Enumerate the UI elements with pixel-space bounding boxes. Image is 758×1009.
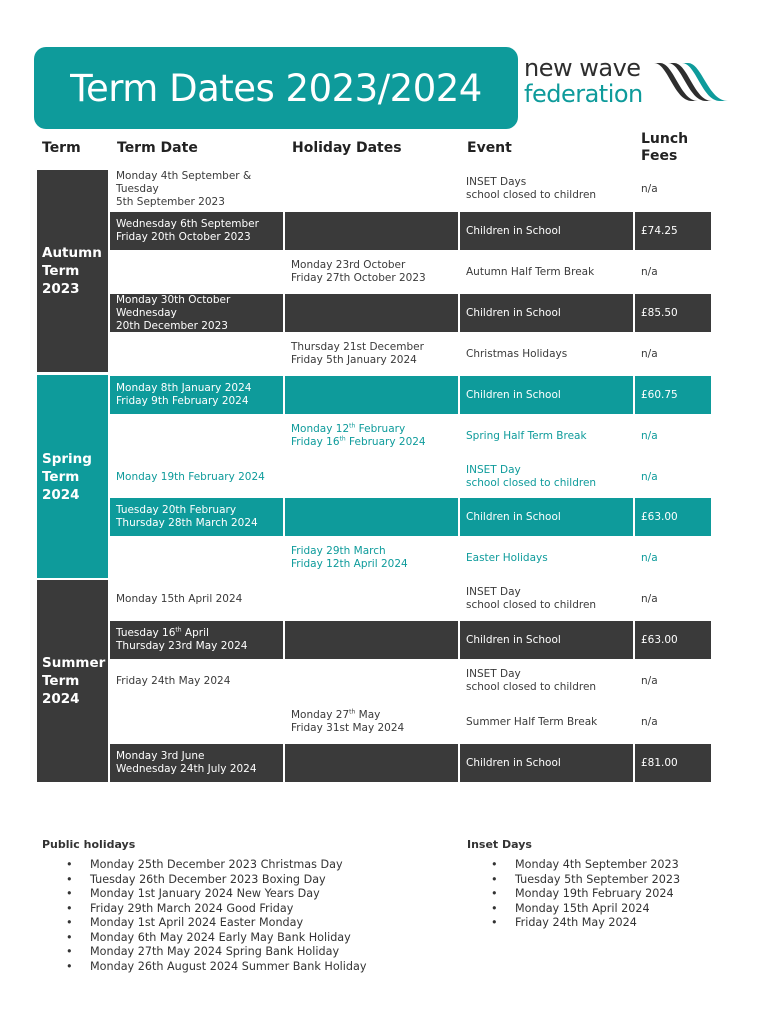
table-row: [110, 376, 711, 414]
holiday-cell: [285, 294, 458, 332]
title-banner: [34, 47, 518, 129]
term-date-cell: Monday 19th February 2024: [116, 470, 265, 483]
table-row: [110, 498, 711, 536]
header-term-date: Term Date: [117, 140, 198, 156]
list-item: • Monday 1st April 2024 Easter Monday: [42, 916, 366, 931]
table-row: [110, 417, 711, 455]
page-title: Term Dates 2023/2024: [70, 66, 482, 110]
holiday-cell: [285, 212, 458, 250]
list-item: • Monday 4th September 2023: [467, 858, 680, 873]
list-item: • Monday 6th May 2024 Early May Bank Holiday: [42, 931, 366, 946]
event-cell: Spring Half Term Break: [466, 429, 587, 442]
term-label-spring: Spring Term 2024: [42, 450, 92, 503]
table-row: [110, 703, 711, 741]
term-date-cell: Monday 15th April 2024: [116, 592, 243, 605]
table-row: [110, 662, 711, 700]
list-item: • Tuesday 5th September 2023: [467, 873, 680, 888]
table-row: [110, 335, 711, 373]
fee-cell: £85.50: [635, 294, 711, 332]
header-lunch-fees: Lunch Fees: [641, 131, 689, 164]
table-row: [110, 539, 711, 577]
list-item: • Friday 29th March 2024 Good Friday: [42, 902, 366, 917]
inset-days-title: Inset Days: [467, 838, 532, 851]
holiday-cell: Monday 23rd October Friday 27th October 2023: [291, 259, 426, 284]
federation-logo: [524, 55, 736, 110]
table-row: [110, 580, 711, 618]
event-cell: Children in School: [460, 376, 633, 414]
term-date-cell: [110, 417, 283, 455]
list-item: • Monday 26th August 2024 Summer Bank Holiday: [42, 960, 366, 975]
header-event: Event: [467, 140, 512, 156]
list-item: • Monday 1st January 2024 New Years Day: [42, 887, 366, 902]
list-item: • Monday 25th December 2023 Christmas Day: [42, 858, 366, 873]
fee-cell: £60.75: [635, 376, 711, 414]
inset-days-list: [467, 858, 680, 931]
holiday-cell: Monday 12th February Friday 16th February 2024: [291, 422, 426, 448]
table-row: [110, 621, 711, 659]
list-item: • Monday 19th February 2024: [467, 887, 680, 902]
holiday-cell: [285, 458, 458, 496]
fee-cell: n/a: [641, 470, 658, 483]
list-item: • Monday 27th May 2024 Spring Bank Holiday: [42, 945, 366, 960]
fee-cell: n/a: [641, 715, 658, 728]
event-cell: Children in School: [460, 498, 633, 536]
event-cell: Autumn Half Term Break: [466, 265, 595, 278]
event-cell: INSET Days school closed to children: [466, 176, 597, 201]
holiday-cell: [285, 662, 458, 700]
list-item: • Monday 15th April 2024: [467, 902, 680, 917]
holiday-cell: Monday 27th May Friday 31st May 2024: [291, 708, 405, 734]
event-cell: Children in School: [460, 212, 633, 250]
term-date-cell: Monday 4th September & Tuesday 5th September 2023: [116, 169, 252, 208]
term-date-cell: Tuesday 20th February Thursday 28th March 2024: [110, 498, 283, 536]
term-label-autumn: Autumn Term 2023: [42, 245, 102, 297]
term-date-cell: Wednesday 6th September Friday 20th October 2023: [110, 212, 283, 250]
term-date-cell: Monday 3rd June Wednesday 24th July 2024: [110, 744, 283, 782]
fee-cell: n/a: [641, 429, 658, 442]
wave-logo-icon: [652, 61, 732, 109]
table-row: [110, 212, 711, 250]
table-row: [110, 253, 711, 291]
event-cell: INSET Day school closed to children: [466, 586, 597, 611]
term-date-cell: [110, 253, 283, 291]
term-block-spring: [37, 375, 108, 578]
term-date-cell: [110, 703, 283, 741]
term-label-summer: Summer Term 2024: [42, 655, 106, 707]
term-block-autumn: [37, 170, 108, 372]
list-item: • Friday 24th May 2024: [467, 916, 680, 931]
fee-cell: n/a: [641, 182, 658, 195]
fee-cell: £81.00: [635, 744, 711, 782]
holiday-cell: Friday 29th March Friday 12th April 2024: [291, 545, 408, 570]
table-row: [110, 744, 711, 782]
table-row: [110, 294, 711, 332]
event-cell: Christmas Holidays: [466, 347, 568, 360]
term-date-cell: [110, 539, 283, 577]
term-date-cell: Friday 24th May 2024: [116, 674, 231, 687]
holiday-cell: [285, 744, 458, 782]
fee-cell: n/a: [641, 265, 658, 278]
event-cell: Children in School: [460, 294, 633, 332]
holiday-cell: [285, 170, 458, 208]
term-date-cell: [110, 335, 283, 373]
table-row: [110, 458, 711, 496]
event-cell: Summer Half Term Break: [466, 715, 598, 728]
fee-cell: £63.00: [635, 621, 711, 659]
fee-cell: n/a: [641, 592, 658, 605]
header-term: Term: [42, 140, 81, 156]
fee-cell: £74.25: [635, 212, 711, 250]
term-date-cell: Tuesday 16th April Thursday 23rd May 2024: [110, 621, 283, 659]
fee-cell: £63.00: [635, 498, 711, 536]
public-holidays-title: Public holidays: [42, 838, 136, 851]
holiday-cell: [285, 376, 458, 414]
header-holiday-dates: Holiday Dates: [292, 140, 402, 156]
event-cell: Easter Holidays: [466, 551, 548, 564]
logo-text-line2: federation: [524, 80, 643, 108]
list-item: • Tuesday 26th December 2023 Boxing Day: [42, 873, 366, 888]
event-cell: INSET Day school closed to children: [466, 668, 597, 693]
holiday-cell: [285, 621, 458, 659]
holiday-cell: [285, 580, 458, 618]
fee-cell: n/a: [641, 347, 658, 360]
fee-cell: n/a: [641, 551, 658, 564]
term-date-cell: Monday 8th January 2024 Friday 9th February 2024: [110, 376, 283, 414]
event-cell: Children in School: [460, 744, 633, 782]
holiday-cell: [285, 498, 458, 536]
logo-text-line1: new wave: [524, 54, 641, 82]
holiday-cell: Thursday 21st December Friday 5th January 2024: [291, 341, 424, 366]
event-cell: INSET Day school closed to children: [466, 464, 597, 489]
event-cell: Children in School: [460, 621, 633, 659]
public-holidays-list: [42, 858, 366, 974]
fee-cell: n/a: [641, 674, 658, 687]
term-block-summer: [37, 580, 108, 782]
table-row: [110, 170, 711, 208]
term-date-cell: Monday 30th October Wednesday 20th December 2023: [110, 294, 283, 332]
